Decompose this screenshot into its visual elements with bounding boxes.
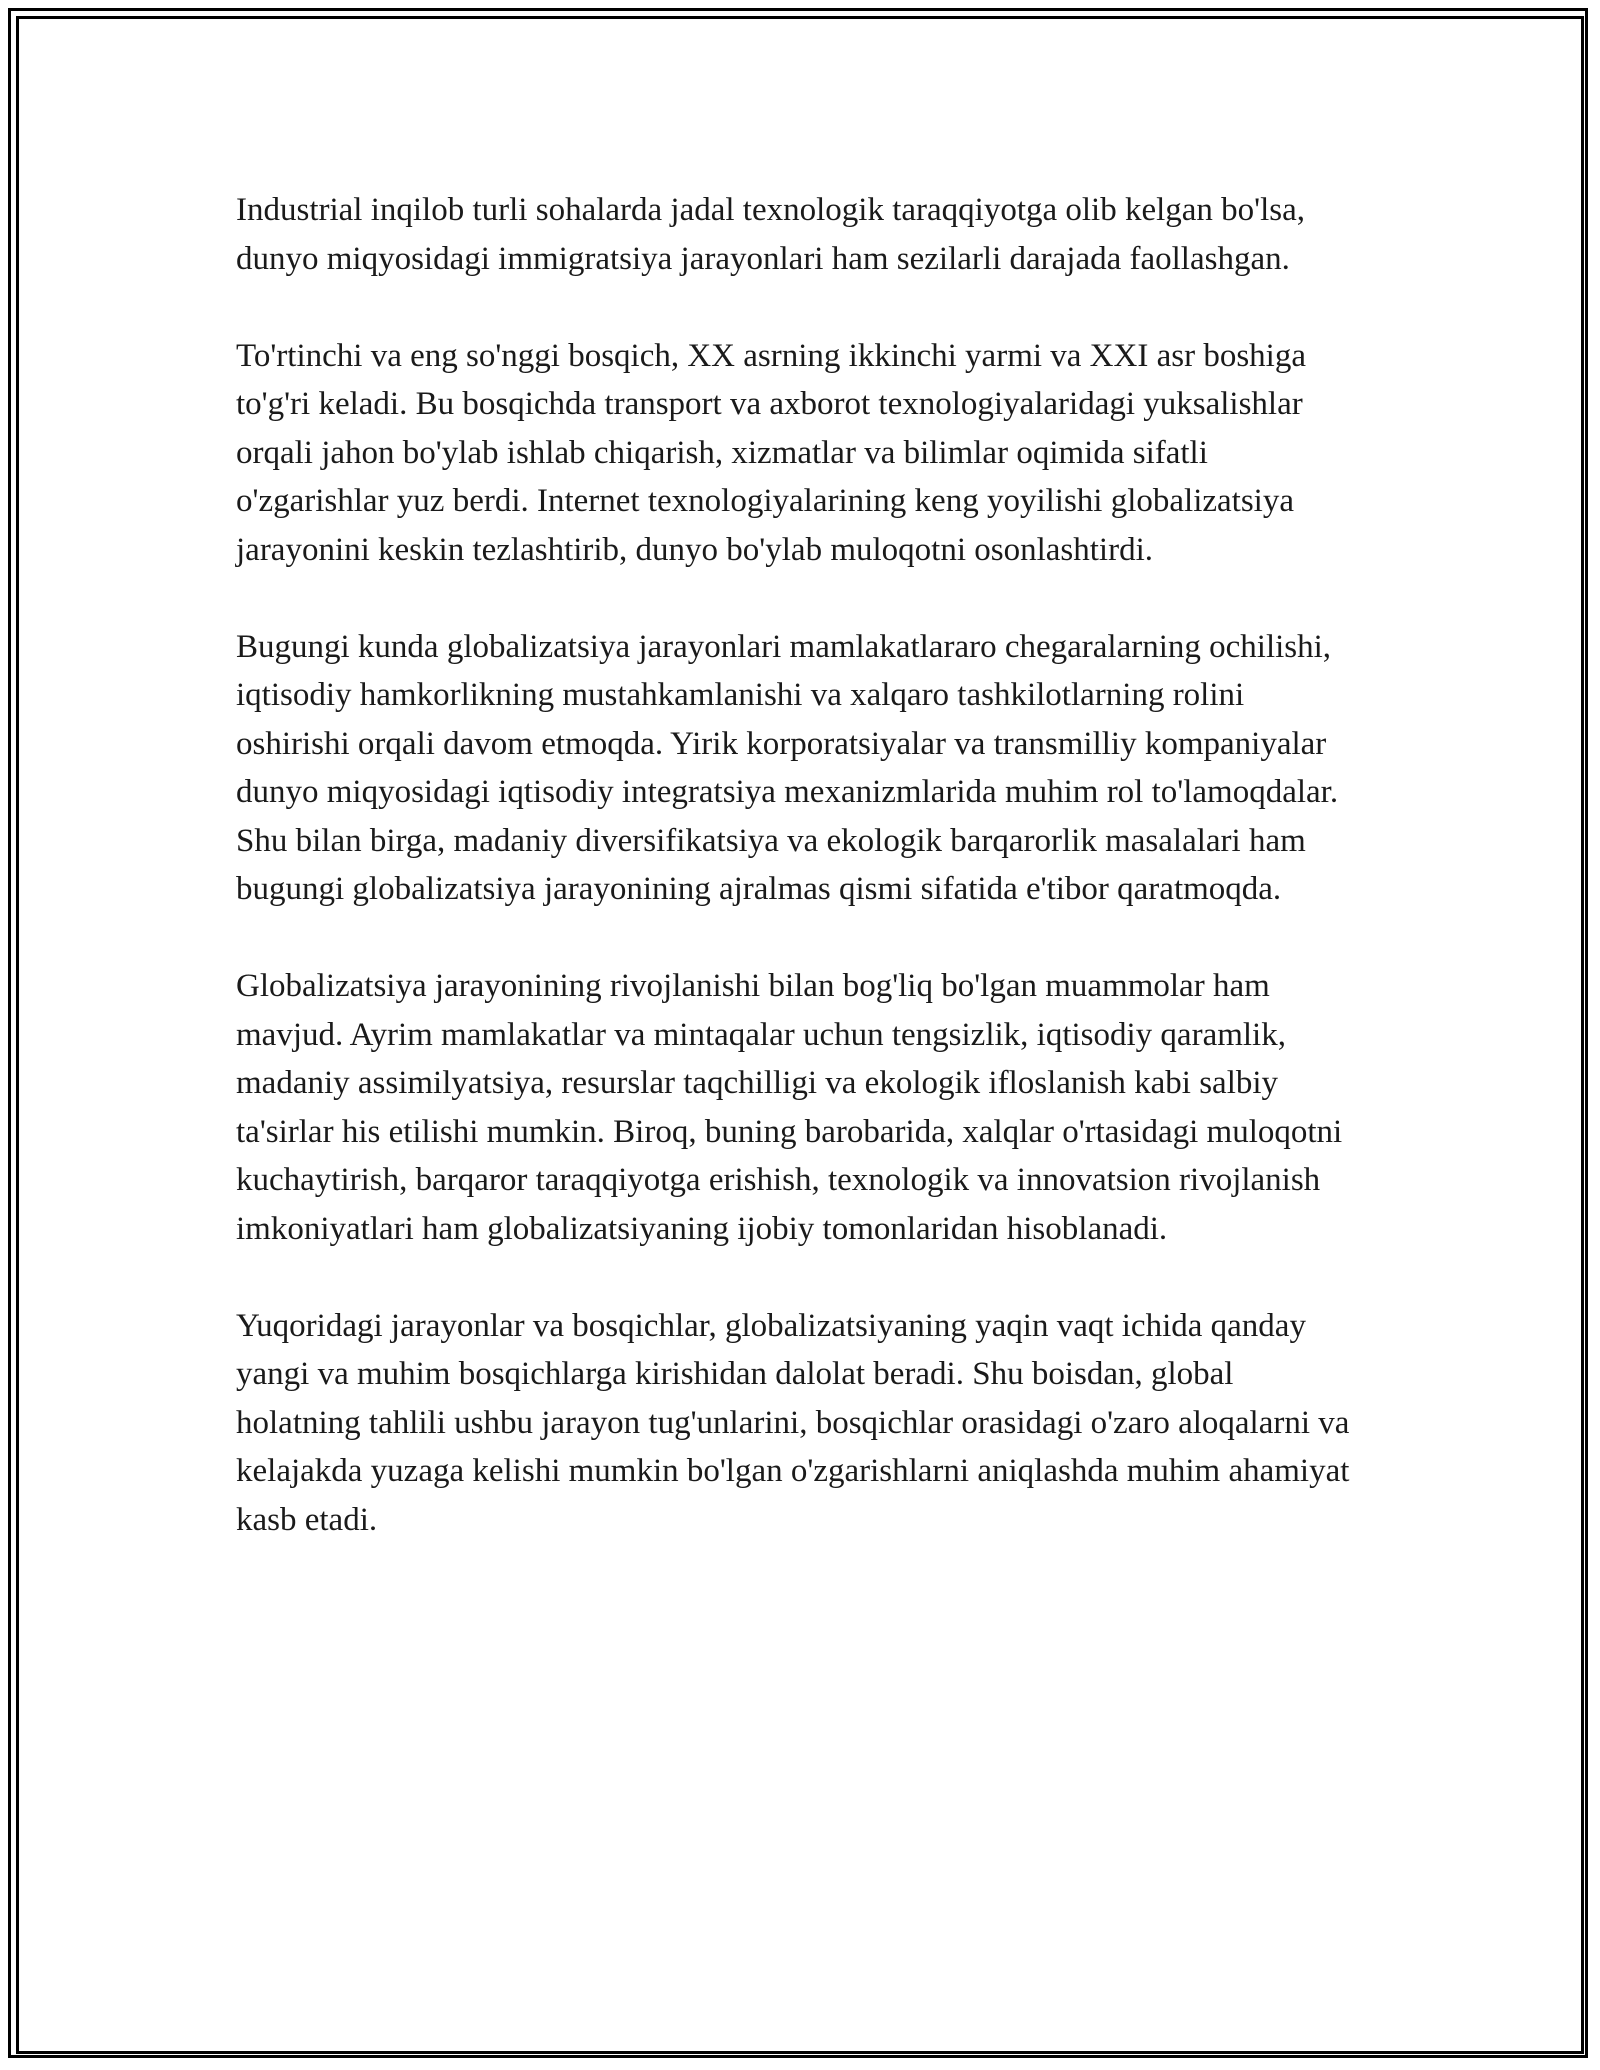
paragraph-5: Yuqoridagi jarayonlar va bosqichlar, globalizatsiyaning yaqin vaqt ichida qanday yangi va muhim bosqichlarga kirishidan dalolat beradi. Shu boisdan, global holatning tahlili ushbu jarayon tug'unlarini, bosqichlar orasidagi o'zaro aloqalarni va kelajakda yuzaga kelishi mumkin bo'lgan o'zgarishlarni aniqlashda muhim ahamiyat kasb etadi. — [236, 1307, 1350, 1538]
paragraph-3: Bugungi kunda globalizatsiya jarayonlari mamlakatlararo chegaralarning ochilishi, iqtisodiy hamkorlikning mustahkamlanishi va xalqaro tashkilotlarning rolini oshirishi orqali davom etmoqda. Yirik korporatsiyalar va transmilliy kompaniyalar dunyo miqyosidagi iqtisodiy integratsiya mexanizmlarida muhim rol to'lamoqdalar. Shu bilan birga, madaniy diversifikatsiya va ekologik barqarorlik masalalari ham bugungi globalizatsiya jarayonining ajralmas qismi sifatida e'tibor qaratmoqda. — [236, 628, 1339, 907]
paragraph-4: Globalizatsiya jarayonining rivojlanishi bilan bog'liq bo'lgan muammolar ham mavjud. Ayrim mamlakatlar va mintaqalar uchun tengsizlik, iqtisodiy qaramlik, madaniy assimilyatsiya, resurslar taqchilligi va ekologik ifloslanish kabi salbiy ta'sirlar his etilishi mumkin. Biroq, buning barobarida, xalqlar o'rtasidagi muloqotni kuchaytirish, barqaror taraqqiyotga erishish, texnologik va innovatsion rivojlanish imkoniyatlari ham globalizatsiyaning ijobiy tomonlaridan hisoblanadi. — [236, 968, 1343, 1247]
paragraph-2: To'rtinchi va eng so'nggi bosqich, XX asrning ikkinchi yarmi va XXI asr boshiga to'g'ri keladi. Bu bosqichda transport va axborot texnologiyalaridagi yuksalishlar orqali jahon bo'ylab ishlab chiqarish, xizmatlar va bilimlar oqimida sifatli o'zgarishlar yuz berdi. Internet texnologiyalarining keng yoyilishi globalizatsiya jarayonini keskin tezlashtirib, dunyo bo'ylab muloqotni osonlashtirdi. — [236, 337, 1306, 568]
paragraph-1: Industrial inqilob turli sohalarda jadal texnologik taraqqiyotga olib kelgan bo'lsa, dunyo miqyosidagi immigratsiya jarayonlari ham sezilarli darajada faollashgan. — [236, 192, 1306, 277]
document-body — [236, 186, 1366, 1593]
